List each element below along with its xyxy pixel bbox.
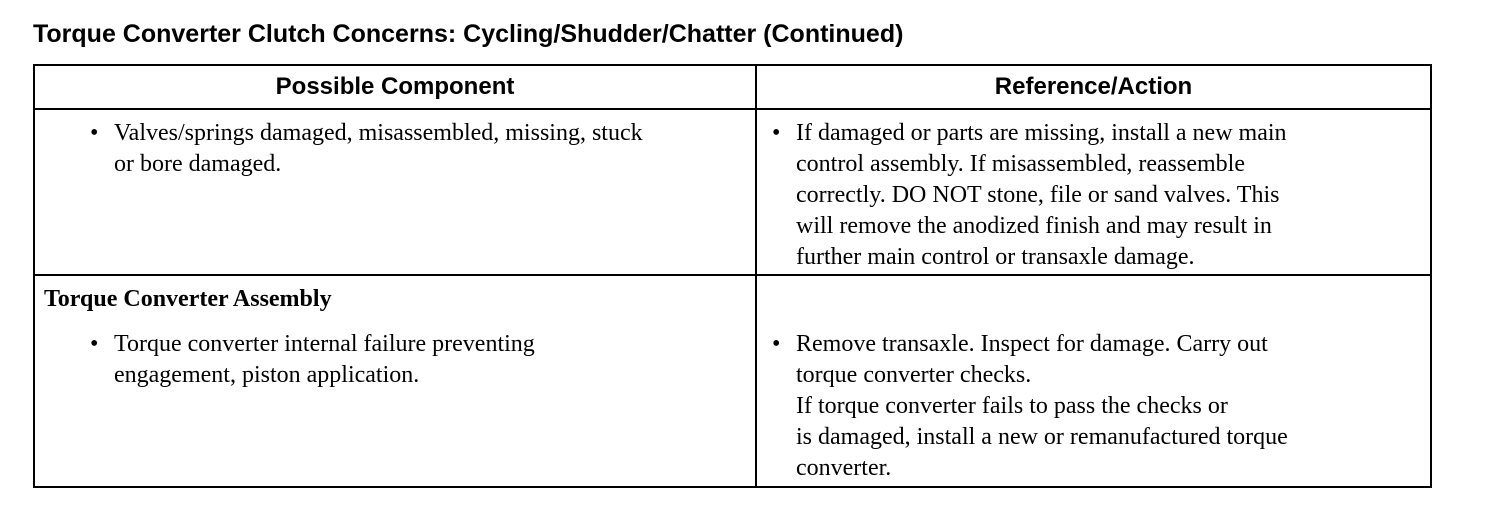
row-2-action [772,329,1426,484]
row-2-action-line: is damaged, install a new or remanufactured torque [796,424,1288,450]
header-row-divider [35,108,1430,110]
row-2-action-line: If torque converter fails to pass the checks or [796,393,1228,419]
row-1-component [90,118,744,180]
row-2-component-line: engagement, piston application. [114,362,420,388]
bullet-icon: • [772,120,781,146]
row-1-action-line: further main control or transaxle damage. [796,244,1195,270]
row-1-action [772,118,1426,273]
header-possible-component: Possible Component [275,73,515,100]
header-reference-action: Reference/Action [994,73,1193,100]
row-2-action-line: converter. [796,455,892,481]
section-heading: Torque Converter Assembly [44,286,332,312]
row-2-action-line: torque converter checks. [796,362,1032,388]
row-1-action-line: will remove the anodized finish and may result in [796,213,1272,239]
bullet-icon: • [90,331,99,357]
row-2-component-line: Torque converter internal failure preventing [114,331,535,357]
column-divider [755,66,757,486]
row-1-action-line: correctly. DO NOT stone, file or sand valves. This [796,182,1280,208]
row-1-component-line: Valves/springs damaged, misassembled, missing, stuck [114,120,643,146]
row-1-component-line: or bore damaged. [114,151,282,177]
concerns-table [33,64,1432,488]
row-divider [35,274,1430,276]
row-1-action-line: If damaged or parts are missing, install a new main [796,120,1287,146]
row-2-action-line: Remove transaxle. Inspect for damage. Carry out [796,331,1268,357]
row-2-component [90,329,744,391]
row-1-action-line: control assembly. If misassembled, reassemble [796,151,1245,177]
page-title: Torque Converter Clutch Concerns: Cycling/Shudder/Chatter (Continued) [33,20,904,48]
bullet-icon: • [90,120,99,146]
bullet-icon: • [772,331,781,357]
